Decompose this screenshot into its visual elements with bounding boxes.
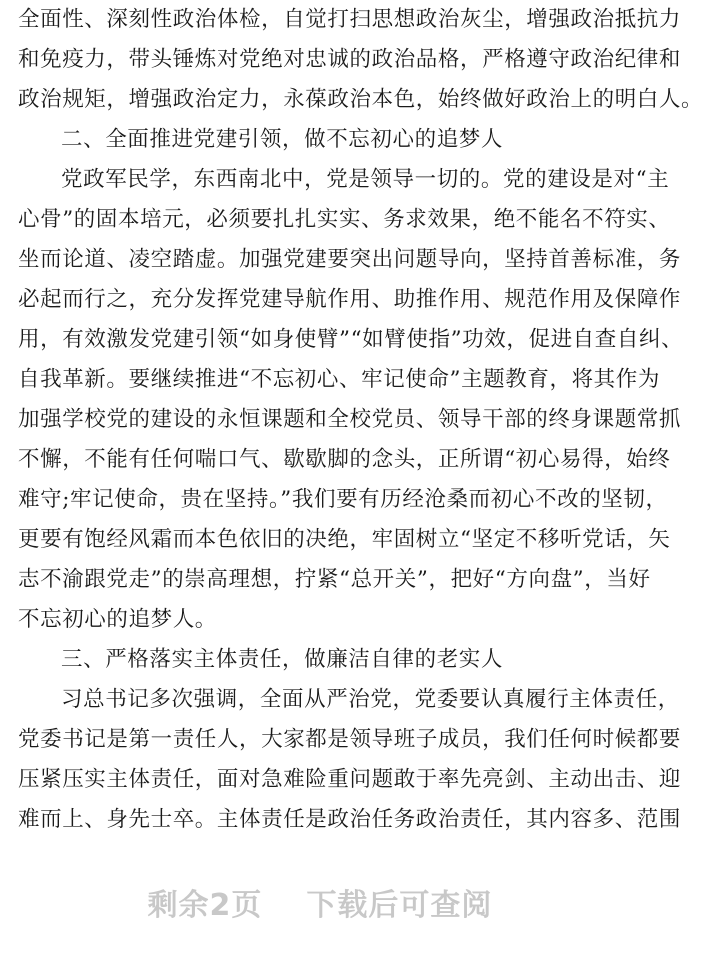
text-line: 难而上、身先士卒。主体责任是政治任务政治责任，其内容多、范围 bbox=[18, 807, 682, 832]
text-line: 党政军民学，东西南北中，党是领导一切的。党的建设是对“主 bbox=[61, 167, 670, 192]
text-line: 党委书记是第一责任人，大家都是领导班子成员，我们任何时候都要 bbox=[18, 727, 682, 752]
text-line: 习总书记多次强调，全面从严治党，党委要认真履行主体责任， bbox=[61, 687, 680, 712]
text-line: 全面性、深刻性政治体检，自觉打扫思想政治灰尘，增强政治抵抗力 bbox=[18, 7, 682, 32]
text-line: 难守;牢记使命，贵在坚持。”我们要有历经沧桑而初心不改的坚韧， bbox=[18, 487, 668, 512]
text-line: 加强学校党的建设的永恒课题和全校党员、领导干部的终身课题常抓 bbox=[18, 407, 682, 432]
document-body bbox=[18, 0, 703, 840]
text-line: 心骨”的固本培元，必须要扎扎实实、务求效果，绝不能名不符实、 bbox=[18, 207, 671, 232]
text-line: 坐而论道、凌空踏虚。加强党建要突出问题导向，坚持首善标准，务 bbox=[18, 247, 682, 272]
download-to-view-label: 下载后可查阅 bbox=[306, 888, 493, 923]
text-line: 志不渝跟党走”的崇高理想，拧紧“总开关”，把好“方向盘”，当好 bbox=[18, 567, 651, 592]
remaining-pages-label: 剩余2页 bbox=[147, 888, 263, 923]
text-line: 不懈，不能有任何喘口气、歇歇脚的念头，正所谓“初心易得，始终 bbox=[18, 447, 671, 472]
text-line: 不忘初心的追梦人。 bbox=[18, 607, 217, 632]
text-line: 更要有饱经风霜而本色依旧的决绝，牢固树立“坚定不移听党话，矢 bbox=[18, 527, 671, 552]
text-line: 二、全面推进党建引领，做不忘初心的追梦人 bbox=[61, 127, 504, 152]
text-line: 自我革新。要继续推进“不忘初心、牢记使命”主题教育，将其作为 bbox=[18, 367, 660, 392]
text-line: 三、严格落实主体责任，做廉洁自律的老实人 bbox=[61, 647, 504, 672]
download-prompt[interactable] bbox=[0, 880, 640, 924]
text-line: 政治规矩，增强政治定力，永葆政治本色，始终做好政治上的明白人。 bbox=[18, 87, 703, 112]
text-line: 压紧压实主体责任，面对急难险重问题敢于率先亮剑、主动出击、迎 bbox=[18, 767, 682, 792]
text-line: 用，有效激发党建引领“如身使臂”“如臂使指”功效，促进自查自纠、 bbox=[18, 327, 684, 352]
text-line: 和免疫力，带头锤炼对党绝对忠诚的政治品格，严格遵守政治纪律和 bbox=[18, 47, 682, 72]
text-line: 必起而行之，充分发挥党建导航作用、助推作用、规范作用及保障作 bbox=[18, 287, 682, 312]
